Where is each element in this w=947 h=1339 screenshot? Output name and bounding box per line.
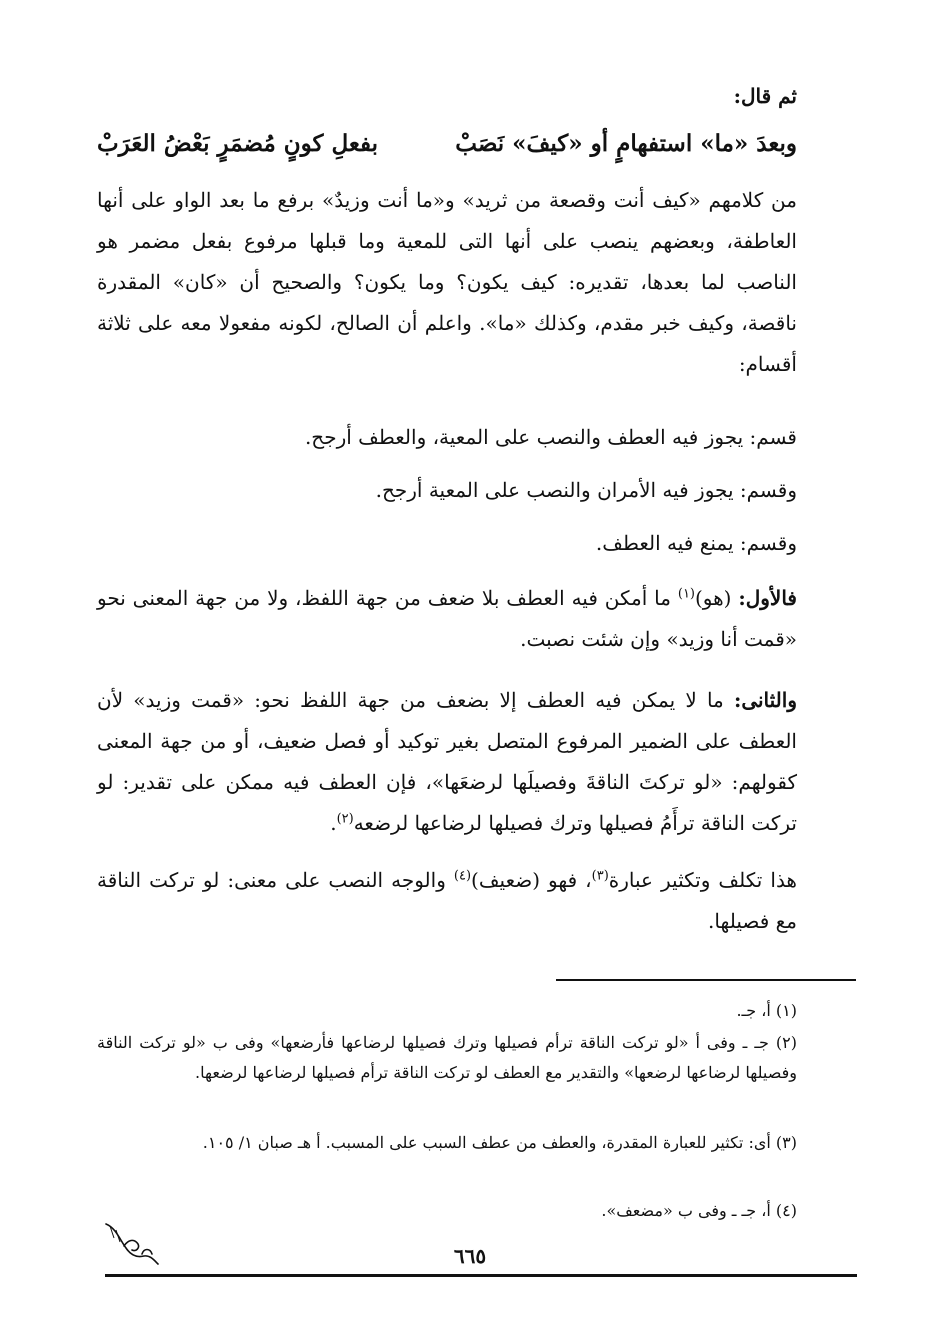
first-case-pronoun: (هو)	[695, 586, 732, 610]
paragraph-first-case	[97, 578, 797, 660]
list-item-first-type: قسم: يجوز فيه العطف والنصب على المعية، والعطف أرجح.	[304, 425, 797, 449]
intro-line: ثم قال:	[733, 84, 797, 108]
footnote-ref-1: (١)	[677, 586, 695, 602]
footnote-ref-3: (٣)	[591, 868, 609, 884]
poetry-verse	[97, 130, 797, 157]
footnote-4: (٤) أ، جـ ـ وفى ب «مضعف».	[601, 1201, 797, 1220]
first-case-label: فالأول:	[738, 586, 797, 610]
bottom-rule	[105, 1274, 857, 1277]
footnote-separator	[556, 979, 856, 981]
footnote-ref-4: (٤)	[453, 868, 472, 884]
paragraph-second-case	[97, 680, 797, 844]
footnote-2: (٢) جـ ـ وفى أ «لو تركت الناقة ترأم فصيلها وترك فصيلها لرضاعها فأرضعها» وفى ب «لو تركت الناقة وفصيلها لرضاعها لرضعها» والتقدير مع العطف لو تركت الناقة ترأم فصيلها لرضاعها لرضعها.	[97, 1033, 797, 1082]
footnote-ref-2: (٢)	[336, 811, 354, 827]
conclusion-text-a: هذا تكلف وتكثير عبارة	[608, 868, 797, 892]
conclusion-text-b: ، فهو (ضعيف)	[471, 868, 592, 892]
page-number: ٦٦٥	[453, 1244, 487, 1268]
paragraph-conclusion	[97, 860, 797, 942]
first-case-text: ما أمكن فيه العطف بلا ضعف من جهة اللفظ، ولا من جهة المعنى نحو «قمت أنا وزيد» وإن شئت نصبت.	[97, 586, 797, 651]
list-item-second-type: وقسم: يجوز فيه الأمران والنصب على المعية أرجح.	[375, 478, 797, 502]
conclusion-text-c: والوجه النصب على معنى: لو تركت الناقة مع فصيلها.	[97, 868, 797, 933]
list-item-third-type: وقسم: يمنع فيه العطف.	[595, 531, 797, 555]
verse-second-hemistich: بفعلِ كونٍ مُضمَرٍ بَعْضُ العَرَبْ	[97, 130, 379, 157]
footnote-1: (١) أ، جـ.	[736, 1001, 797, 1020]
second-case-label: والثانى:	[733, 688, 797, 712]
signature-mark-icon	[102, 1218, 162, 1268]
footnote-3: (٣) أى: تكثير للعبارة المقدرة، والعطف من عطف السبب على المسبب. أ هـ صبان ١/ ١٠٥.	[202, 1133, 797, 1152]
second-case-end: .	[330, 811, 337, 835]
second-case-text: ما لا يمكن فيه العطف إلا بضعف من جهة اللفظ نحو: «قمت وزيد» لأن العطف على الضمير المرفوع المتصل بغير توكيد أو فصل ضعيف، أو من جهة المعنى كقولهم: «لو تركتَ الناقةَ وفصيلَها لرضعَها»، فإن العطف فيه ممكن على تقدير: لو تركت الناقة ترأَمُ فصيلها وترك فصيلها لرضاعها لرضعه	[97, 688, 797, 835]
paragraph-commentary: من كلامهم «كيف أنت وقصعة من ثريد» و«ما أنت وزيدٌ» برفع ما بعد الواو على أنها العاطفة، وبعضهم ينصب على أنها التى للمعية وما قبلها مرفوع بفعل مضمر هو الناصب لما بعدها، تقديره: كيف يكون؟ وما يكون؟ والصحيح أن «كان» المقدرة ناقصة، وكيف خبر مقدم، وكذلك «ما». واعلم أن الصالح، لكونه مفعولا معه على ثلاثة أقسام:	[97, 188, 797, 376]
verse-first-hemistich: وبعدَ «ما» استفهامٍ أو «كيفَ» نَصَبْ	[455, 130, 797, 157]
